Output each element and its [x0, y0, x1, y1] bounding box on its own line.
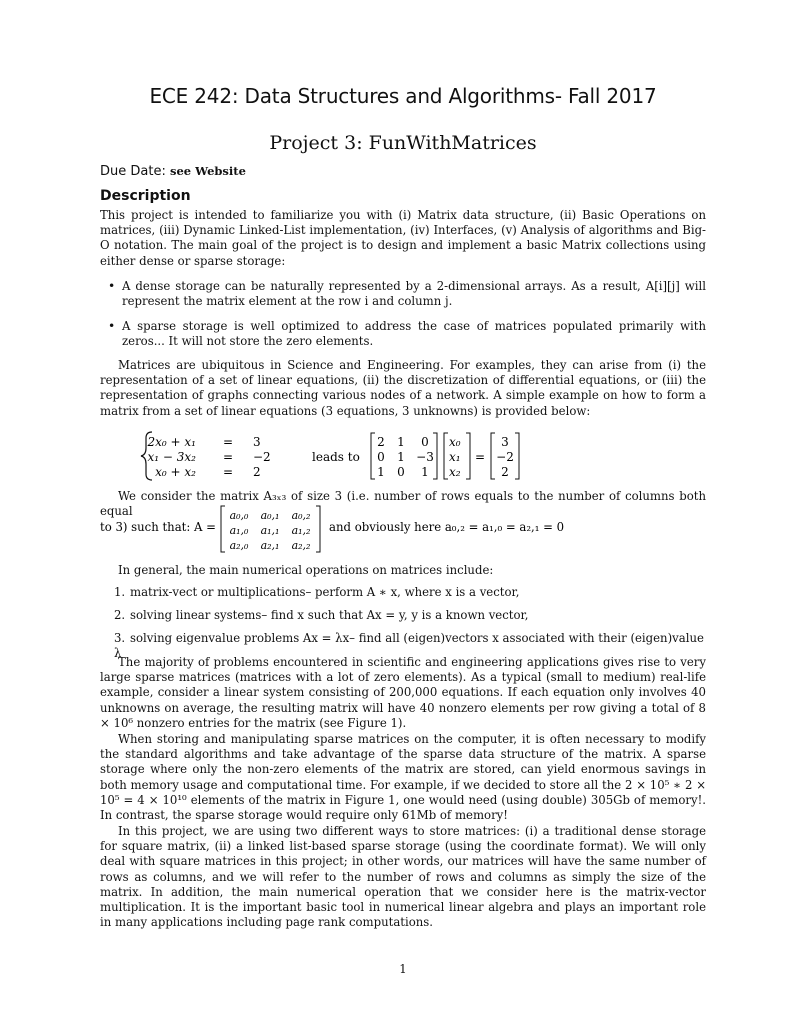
- project-title: Project 3: FunWithMatrices: [269, 132, 537, 154]
- due-date: [100, 164, 246, 179]
- vector-x-entry: x₂: [449, 465, 461, 479]
- coefficient-entry: 1: [377, 465, 385, 479]
- matrix-a-definition: [100, 504, 706, 554]
- due-value: see Website: [169, 164, 246, 178]
- symbolic-matrix-entry: a₁,₀: [229, 524, 249, 537]
- coefficient-matrix: [377, 435, 434, 479]
- symbolic-matrix-entry: a₀,₀: [229, 509, 249, 522]
- storing-paragraph: When storing and manipulating sparse matrices on the computer, it is often necessary to modify the standard algorithms and take advantage of the sparse data structure of the matrix. A sparse storage where only the non-zero elements of the matrix are stored, can yield enormous savings in both memory usage and computational time. For example, if we decided to store all the 2 × 10⁵ ∗ 2 × 10⁵ = 4 × 10¹⁰ elements of the matrix in Figure 1, one would need (using double) 305Gb of memory!. In contrast, the sparse storage would require only 61Mb of memory!: [100, 732, 706, 823]
- symbolic-matrix-entry: a₂,₁: [260, 539, 280, 552]
- equation-op: =: [222, 435, 234, 449]
- operation-item: 3. solving eigenvalue problems Ax = λx– find all (eigen)vectors x associated with their (eigen)value λ: [114, 631, 704, 660]
- bullet-item: • A dense storage can be naturally represented by a 2-dimensional arrays. As a result, A[i][j] will represent the matrix element at the row i and column j.: [108, 279, 706, 309]
- equals-sign: =: [474, 450, 486, 464]
- symbolic-matrix-entry: a₁,₁: [260, 524, 280, 537]
- coefficient-entry: 1: [397, 450, 405, 464]
- course-title: ECE 242: Data Structures and Algorithms- Fall 2017: [149, 84, 657, 108]
- symbolic-matrix-entry: a₀,₂: [291, 509, 311, 522]
- coefficient-entry: 0: [421, 435, 429, 449]
- bullet-item: • A sparse storage is well optimized to address the case of matrices populated primarily with zeros... It will not store the zero elements.: [108, 319, 706, 349]
- operation-item: 2. solving linear systems– find x such that Ax = y, y is a known vector,: [114, 608, 529, 622]
- equation-rhs: 2: [253, 465, 261, 479]
- symbolic-matrix-entry: a₁,₂: [291, 524, 311, 537]
- coefficient-entry: 1: [421, 465, 429, 479]
- symbolic-matrix: [230, 509, 311, 552]
- bullet-dot-icon: •: [108, 279, 116, 293]
- due-label: Due Date:: [100, 164, 166, 179]
- matrices-paragraph: Matrices are ubiquitous in Science and Engineering. For examples, they can arise from (i) the representation of a set of linear equations, (ii) the discretization of differential equations, or (iii) the representation of graphs connecting various nodes of a network. A simple example on how to form a matrix from a set of linear equations (3 equations, 3 unknowns) is provided below:: [100, 358, 706, 418]
- coefficient-entry: 0: [377, 450, 385, 464]
- page-number: 1: [399, 962, 407, 976]
- consider-suffix: and obviously here a₀,₂ = a₁,₀ = a₂,₁ = 0: [329, 520, 565, 534]
- equation-rhs: 3: [253, 435, 261, 449]
- leads-to-label: leads to: [312, 450, 360, 464]
- linear-system-equation: [100, 428, 706, 484]
- bullet-dot-icon: •: [108, 319, 116, 333]
- equation-lhs: x₁ − 3x₂: [147, 450, 196, 464]
- symbolic-matrix-entry: a₂,₂: [291, 539, 311, 552]
- vector-y-entry: 2: [501, 465, 509, 479]
- coefficient-entry: 1: [397, 435, 405, 449]
- vector-x-entry: x₀: [449, 435, 461, 449]
- consider-prefix: to 3) such that: A =: [100, 520, 216, 534]
- equation-lhs: x₀ + x₂: [155, 465, 196, 479]
- symbolic-matrix-entry: a₀,₁: [260, 509, 280, 522]
- coefficient-entry: −3: [416, 450, 434, 464]
- vector-y-entry: 3: [501, 435, 509, 449]
- consider-line: We consider the matrix A₃ₓ₃ of size 3 (i.e. number of rows equals to the number of columns both equal: [100, 489, 706, 519]
- majority-paragraph: The majority of problems encountered in scientific and engineering applications gives rise to very large sparse matrices (matrices with a lot of zero elements). As a typical (small to medium) real-life example, consider a linear system consisting of 200,000 equations. If each equation only involves 40 unknowns on average, the resulting matrix will have 40 nonzero elements per row giving a total of 8 × 10⁶ nonzero entries for the matrix (see Figure 1).: [100, 655, 706, 730]
- general-intro: In general, the main numerical operations on matrices include:: [118, 563, 494, 577]
- operation-item: 1. matrix-vect or multiplications– perform A ∗ x, where x is a vector,: [114, 585, 520, 599]
- symbolic-matrix-entry: a₂,₀: [229, 539, 249, 552]
- vector-y-entry: −2: [496, 450, 514, 464]
- equation-op: =: [222, 450, 234, 464]
- coefficient-entry: 0: [397, 465, 405, 479]
- vector-x-entry: x₁: [449, 450, 461, 464]
- equation-rhs: −2: [253, 450, 271, 464]
- equation-op: =: [222, 465, 234, 479]
- intro-paragraph: This project is intended to familiarize you with (i) Matrix data structure, (ii) Basic Operations on matrices, (iii) Dynamic Linked-List implementation, (iv) Interfaces, (v) Analysis of algorithms and Big-O notation. The main goal of the project is to design and implement a basic Matrix collections using either dense or sparse storage:: [100, 208, 706, 268]
- coefficient-entry: 2: [377, 435, 385, 449]
- project-paragraph: In this project, we are using two different ways to store matrices: (i) a traditional dense storage for square matrix, (ii) a linked list-based sparse storage (using the coordinate format). We will only deal with square matrices in this project; in other words, our matrices will have the same number of rows as columns, and we will refer to the number of rows and columns as simply the size of the matrix. In addition, the main numerical operation that we consider here is the matrix-vector multiplication. It is the important basic tool in numerical linear algebra and plays an important role in many applications including page rank computations.: [100, 824, 706, 930]
- section-title: Description: [100, 188, 191, 204]
- equation-lhs: 2x₀ + x₁: [147, 435, 196, 449]
